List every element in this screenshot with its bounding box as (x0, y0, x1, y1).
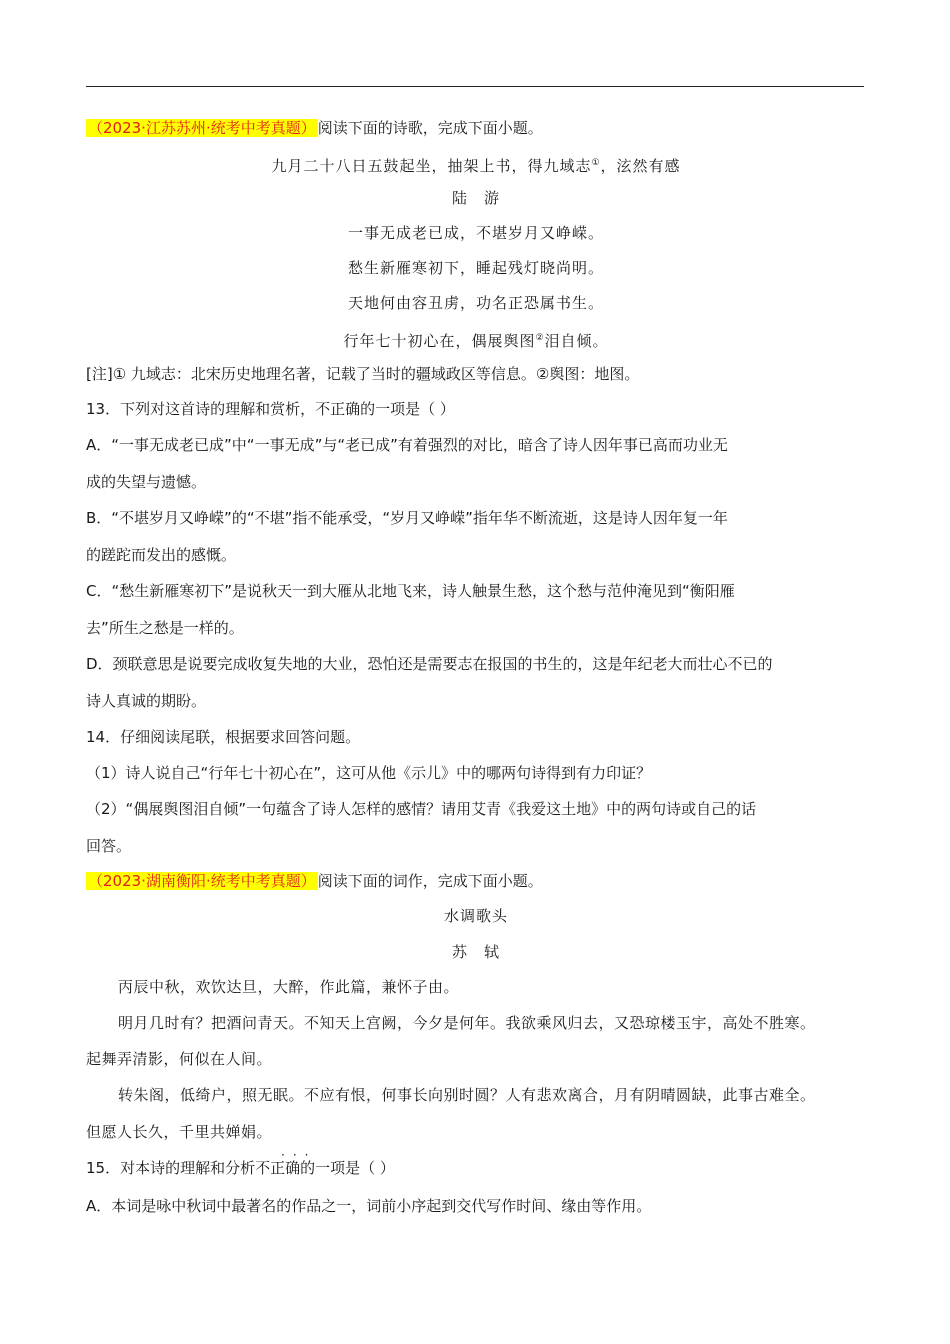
source-tag: （2023·湖南衡阳·统考中考真题） (88, 872, 316, 890)
header-rule (86, 86, 864, 87)
poem-note: [注]① 九域志：北宋历史地理名著，记载了当时的疆域政区等信息。②舆图：地图。 (86, 365, 640, 383)
poem-line-2: 愁生新雁寒初下，睡起残灯晓尚明。 (347, 259, 604, 277)
ci-preface: 丙辰中秋，欢饮达旦，大醉，作此篇，兼怀子由。 (118, 978, 460, 996)
question-13: 13．下列对这首诗的理解和赏析，不正确的一项是（ ） (86, 400, 455, 418)
q13-intro (86, 118, 866, 138)
footnote-mark: ② (535, 333, 545, 343)
option-b-line2: 的蹉跎而发出的感慨。 (86, 546, 237, 564)
question-14-2-line1: （2）“偶展舆图泪自倾”一句蕴含了诗人怎样的感情？请用艾青《我爱这土地》中的两句诗或自己的话 (86, 800, 757, 818)
ci-para1-line2: 起舞弄清影，何似在人间。 (86, 1050, 273, 1068)
question-15: 15．对本诗的理解和分析不正确的一项是（ ） (86, 1159, 395, 1177)
ci-para1-line1: 明月几时有？把酒问青天。不知天上宫阙，今夕是何年。我欲乘风归去，又恐琼楼玉宇，高处不胜寒。 (118, 1014, 816, 1032)
option-15-a: A．本词是咏中秋词中最著名的作品之一，词前小序起到交代写作时间、缘由等作用。 (86, 1197, 652, 1215)
option-c-line2: 去”所生之愁是一样的。 (86, 619, 244, 637)
ci-para2-line1: 转朱阁，低绮户，照无眠。不应有恨，何事长向别时圆？人有悲欢离合，月有阴晴圆缺，此事古难全。 (118, 1086, 816, 1104)
ci-title: 水调歌头 (443, 907, 508, 925)
option-b-line1: B．“不堪岁月又峥嵘”的“不堪”指不能承受，“岁月又峥嵘”指年华不断流逝，这是诗人因年复一年 (86, 509, 728, 527)
question-14-2-line2: 回答。 (86, 837, 132, 855)
footnote-mark: ① (591, 158, 601, 168)
ci-para2-line2: 但愿人长久，千里共婵娟。 (86, 1123, 273, 1141)
option-a-line2: 成的失望与遗憾。 (86, 473, 207, 491)
emphasis-text: 不正确 (255, 1159, 301, 1177)
intro-text: 阅读下面的词作，完成下面小题。 (317, 872, 543, 890)
q15-intro (86, 871, 866, 891)
option-d-line1: D．颈联意思是说要完成收复失地的大业，恐怕还是需要志在报国的书生的，这是年纪老大而壮心不已的 (86, 655, 773, 673)
question-14: 14．仔细阅读尾联，根据要求回答问题。 (86, 728, 361, 746)
poem-line-1: 一事无成老已成，不堪岁月又峥嵘。 (347, 224, 604, 242)
question-14-1: （1）诗人说自己“行年七十初心在”，这可从他《示儿》中的哪两句诗得到有力印证？ (86, 764, 652, 782)
option-d-line2: 诗人真诚的期盼。 (86, 692, 207, 710)
poem-line-3: 天地何由容丑虏，功名正恐属书生。 (347, 294, 604, 312)
emphasis-dots: ··· (281, 1148, 317, 1162)
intro-text: 阅读下面的诗歌，完成下面小题。 (317, 119, 543, 137)
poem-title: 九月二十八日五鼓起坐，抽架上书，得九域志①，泫然有感 (271, 157, 681, 175)
source-tag: （2023·江苏苏州·统考中考真题） (88, 119, 316, 137)
ci-author: 苏 轼 (451, 943, 500, 961)
option-c-line1: C．“愁生新雁寒初下”是说秋天一到大雁从北地飞来，诗人触景生愁，这个愁与范仲淹见到“衡阳雁 (86, 582, 735, 600)
option-a-line1: A．“一事无成老已成”中“一事无成”与“老已成”有着强烈的对比，暗含了诗人因年事已高而功业无 (86, 436, 728, 454)
poem-line-4: 行年七十初心在，偶展舆图②泪自倾。 (343, 332, 609, 350)
poem-author: 陆 游 (451, 189, 500, 207)
